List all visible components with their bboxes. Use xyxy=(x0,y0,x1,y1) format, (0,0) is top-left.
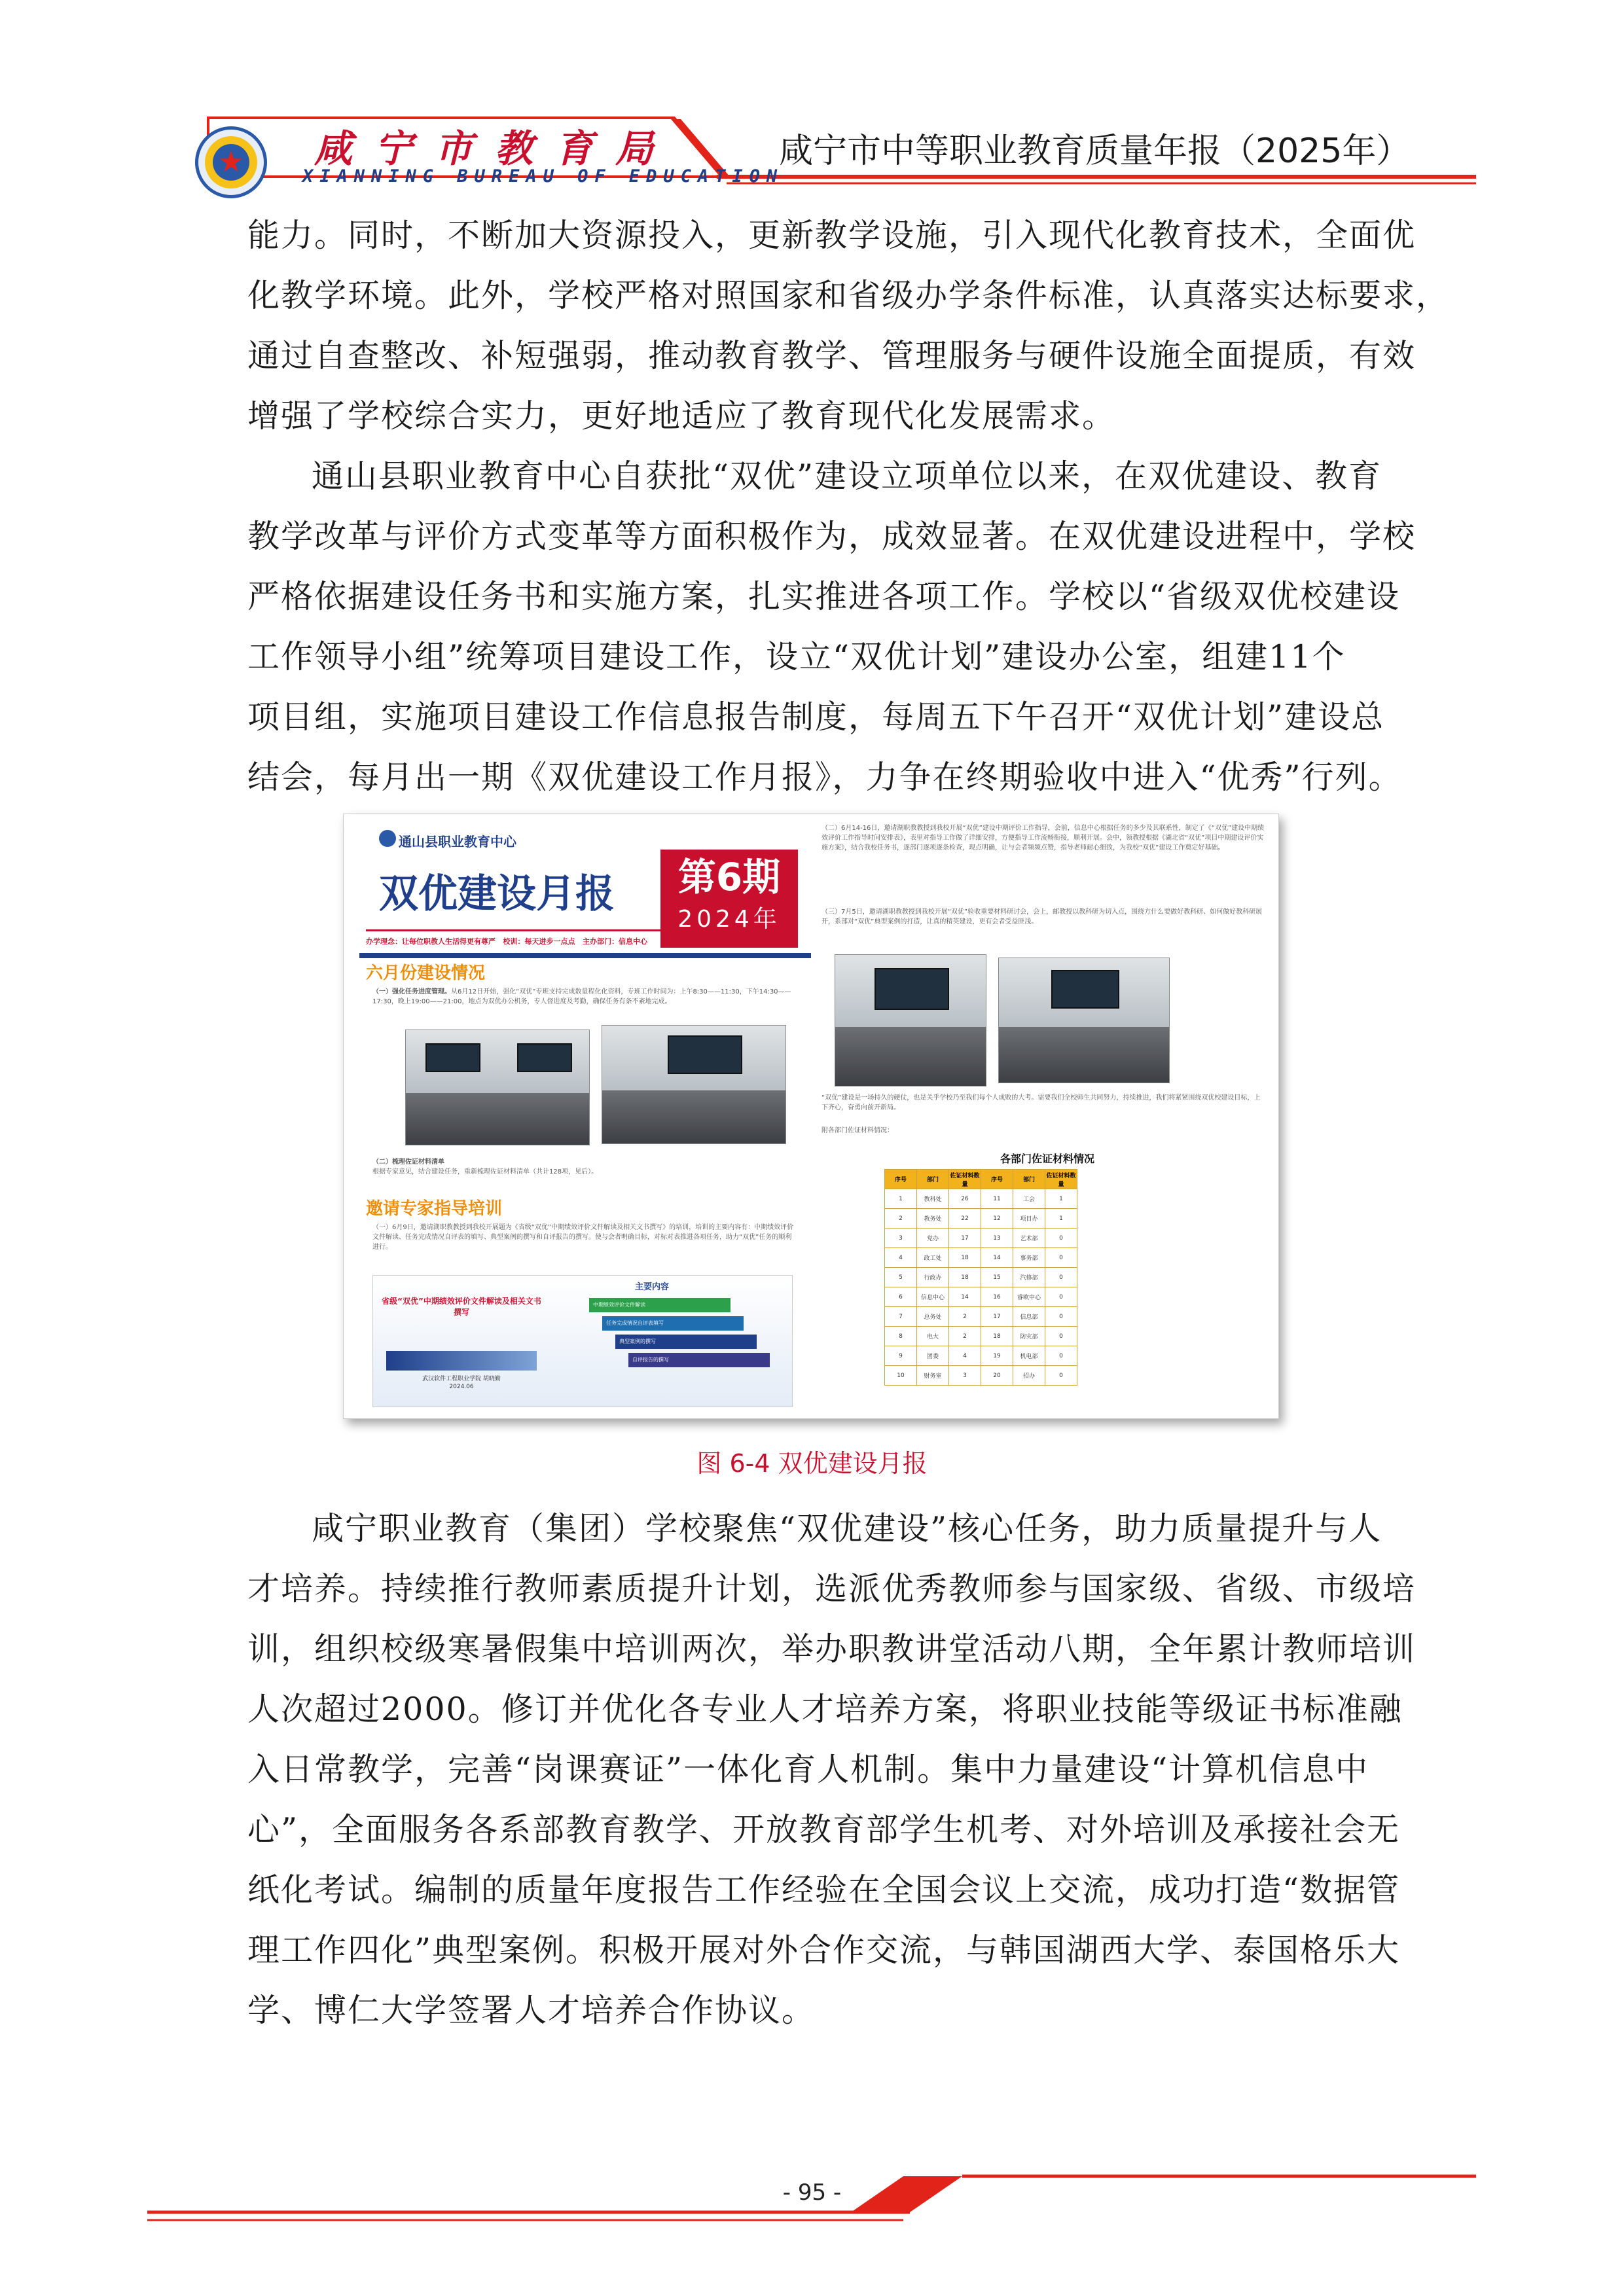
table-cell: 4 xyxy=(885,1248,917,1268)
paragraph-line: 理工作四化”典型案例。积极开展对外合作交流，与韩国湖西大学、泰国格乐大 xyxy=(247,1931,1401,1969)
title-divider xyxy=(366,929,791,931)
training-photo-2 xyxy=(602,1025,786,1144)
item-2-text: 根据专家意见，结合建设任务，重新梳理佐证材料清单（共计128项，见后）。 xyxy=(372,1168,598,1175)
table-cell: 艺术部 xyxy=(1013,1229,1045,1248)
table-cell: 0 xyxy=(1045,1307,1077,1327)
paragraph-line: 学、博仁大学签署人才培养合作协议。 xyxy=(247,1992,816,2029)
table-cell: 8 xyxy=(885,1327,917,1346)
item-2-title: （二）梳理佐证材料清单 xyxy=(372,1158,444,1166)
table-row xyxy=(885,1307,1077,1327)
table-cell: 16 xyxy=(981,1287,1013,1307)
table-cell: 6 xyxy=(885,1287,917,1307)
paragraph-line: 训，组织校级寒暑假集中培训两次，举办职教讲堂活动八期，全年累计教师培训 xyxy=(247,1630,1416,1668)
right-text-4: 附各部门佐证材料情况： xyxy=(821,1127,893,1134)
table-row xyxy=(885,1327,1077,1346)
table-cell: 政工处 xyxy=(917,1248,949,1268)
table-row xyxy=(885,1366,1077,1386)
report-title: 咸宁市中等职业教育质量年报（2025年） xyxy=(779,132,1411,171)
table-title: 各部门佐证材料情况 xyxy=(1000,1153,1094,1165)
table-cell: 17 xyxy=(949,1229,981,1248)
table-cell: 22 xyxy=(949,1209,981,1229)
table-cell: 14 xyxy=(949,1287,981,1307)
paragraph-line: 纸化考试。编制的质量年度报告工作经验在全国会议上交流，成功打造“数据管 xyxy=(247,1871,1401,1909)
table-cell: 1 xyxy=(1045,1189,1077,1209)
table-cell: 3 xyxy=(885,1229,917,1248)
table-cell: 教务处 xyxy=(917,1209,949,1229)
table-cell: 10 xyxy=(885,1366,917,1386)
table-cell: 4 xyxy=(949,1346,981,1366)
page-number: - 95 - xyxy=(782,2179,842,2206)
table-row xyxy=(885,1248,1077,1268)
motto-3: 主办部门：信息中心 xyxy=(583,937,647,946)
paragraph-1 xyxy=(247,206,1450,446)
training-slide xyxy=(372,1275,793,1407)
figure-caption: 图 6-4 双优建设月报 xyxy=(696,1449,928,1478)
section-bar xyxy=(359,953,811,958)
table-cell: 团委 xyxy=(917,1346,949,1366)
table-row xyxy=(885,1346,1077,1366)
right-text-2: （三）7月5日，邀请湖职教教授到我校开展“双优”验收重要材料研讨会，会上，邮教授以教科研为切入点，围绕方什么要做好教科研、如何做好教科研展开，系部对“双优”典型案例的打造，让真的精英建设，更有会者受益匪浅。 xyxy=(821,908,1263,925)
table-cell: 17 xyxy=(981,1307,1013,1327)
table-cell: 事务部 xyxy=(1013,1248,1045,1268)
paragraph-line: 化教学环境。此外，学校严格对照国家和省级办学条件标准，认真落实达标要求， xyxy=(247,277,1450,314)
bureau-name-cn: 咸宁市教育局 xyxy=(314,126,676,171)
slide-date: 2024.06 xyxy=(449,1384,474,1390)
table-cell: 汽修部 xyxy=(1013,1268,1045,1287)
table-cell: 0 xyxy=(1045,1268,1077,1287)
table-header: 序号 xyxy=(885,1170,917,1189)
paragraph-line: 心”，全面服务各系部教育教学、开放教育部学生机考、对外培训及承接社会无 xyxy=(247,1811,1401,1848)
table-cell: 0 xyxy=(1045,1287,1077,1307)
bureau-name-en: XIANNING BUREAU OF EDUCATION xyxy=(302,166,784,187)
table-cell: 0 xyxy=(1045,1327,1077,1346)
paragraph-3 xyxy=(247,1499,1416,2041)
paragraph-line: 人次超过2000。修订并优化各专业人才培养方案，将职业技能等级证书标准融 xyxy=(247,1691,1403,1728)
table-cell: 防灾部 xyxy=(1013,1327,1045,1346)
slide-org: 武汉软件工程职业学院 胡晓勤 xyxy=(422,1376,501,1382)
table-cell: 18 xyxy=(981,1327,1013,1346)
section-june: 六月份建设情况 xyxy=(366,963,486,983)
paragraph-line: 通山县职业教育中心自获批“双优”建设立项单位以来，在双优建设、教育 xyxy=(312,457,1382,495)
paragraph-line: 工作领导小组”统筹项目建设工作，设立“双优计划”建设办公室，组建11个 xyxy=(247,638,1346,675)
newsletter-school: 通山县职业教育中心 xyxy=(399,834,516,850)
table-cell: 20 xyxy=(981,1366,1013,1386)
table-cell: 教科处 xyxy=(917,1189,949,1209)
table-cell: 睿欧中心 xyxy=(1013,1287,1045,1307)
school-logo-icon xyxy=(379,830,396,847)
newsletter-figure xyxy=(343,814,1279,1419)
item-3: （一）6月9日，邀请湖职教教授到我校开展题为《省级“双优”中期绩效评价文件解读及相关文书撰写》的培训，培训的主要内容有：中期绩效评价文件解读、任务完成情况自评表的填写、典型案例的撰写和自评报告的撰写。使与会者明确目标，对标对表推进各项任务，助力“双优”任务的顺利进行。 xyxy=(372,1224,794,1251)
table-cell: 0 xyxy=(1045,1229,1077,1248)
paragraph-line: 才培养。持续推行教师素质提升计划，选派优秀教师参与国家级、省级、市级培 xyxy=(247,1570,1416,1607)
table-cell: 工会 xyxy=(1013,1189,1045,1209)
materials-table xyxy=(884,1169,1077,1386)
item-2 xyxy=(372,1157,798,1177)
training-photo-1 xyxy=(405,1030,590,1145)
right-text-3: “双优”建设是一场持久的硬仗，也是关乎学校乃至我们每个人成败的大考。需要我们全校师生共同努力，持续推进，我们将紧紧围绕双优校建设目标，上下齐心，奋勇向前开新局。 xyxy=(821,1094,1261,1111)
table-cell: 2 xyxy=(949,1307,981,1327)
table-cell: 党办 xyxy=(917,1229,949,1248)
table-cell: 1 xyxy=(1045,1209,1077,1229)
motto-1: 办学理念：让每位职教人生活得更有尊严 xyxy=(366,937,496,946)
table-cell: 行政办 xyxy=(917,1268,949,1287)
table-cell: 项目办 xyxy=(1013,1209,1045,1229)
paragraph-line: 入日常教学，完善“岗课赛证”一体化育人机制。集中力量建设“计算机信息中 xyxy=(247,1751,1369,1788)
table-cell: 2 xyxy=(885,1209,917,1229)
motto-2: 校训：每天进步一点点 xyxy=(503,937,575,946)
table-cell: 3 xyxy=(949,1366,981,1386)
table-cell: 11 xyxy=(981,1189,1013,1209)
paragraph-line: 能力。同时，不断加大资源投入，更新教学设施，引入现代化教育技术，全面优 xyxy=(247,217,1416,254)
table-row xyxy=(885,1229,1077,1248)
table-cell: 0 xyxy=(1045,1366,1077,1386)
slide-menu-item: 典型案例的撰写 xyxy=(615,1335,757,1349)
table-header: 佐证材料数量 xyxy=(949,1170,981,1189)
paragraph-2 xyxy=(247,446,1416,808)
table-row xyxy=(885,1287,1077,1307)
slide-menu-item: 中期绩效评价文件解读 xyxy=(589,1298,731,1312)
table-cell: 26 xyxy=(949,1189,981,1209)
paragraph-line: 结会，每月出一期《双优建设工作月报》，力争在终期验收中进入“优秀”行列。 xyxy=(247,759,1402,796)
item-1 xyxy=(372,987,798,1007)
issue-badge xyxy=(660,850,798,948)
table-cell: 0 xyxy=(1045,1248,1077,1268)
slide-title: 省级“双优”中期绩效评价文件解读及相关文书撰写 xyxy=(382,1297,541,1317)
slide-menu-item: 自评报告的撰写 xyxy=(628,1353,770,1367)
table-header-row xyxy=(885,1170,1077,1189)
bureau-emblem-icon: ★ xyxy=(195,126,267,198)
newsletter-left-column xyxy=(353,823,811,1409)
table-cell: 5 xyxy=(885,1268,917,1287)
newsletter-right-column xyxy=(821,823,1273,1409)
table-cell: 总务处 xyxy=(917,1307,949,1327)
table-cell: 机电部 xyxy=(1013,1346,1045,1366)
table-cell: 13 xyxy=(981,1229,1013,1248)
slide-menu-item: 任务完成情况自评表填写 xyxy=(602,1316,744,1331)
table-cell: 15 xyxy=(981,1268,1013,1287)
table-header: 序号 xyxy=(981,1170,1013,1189)
table-cell: 2 xyxy=(949,1327,981,1346)
item-1-text: 从6月12日开始，强化“双优”专班支持完成数量程化化资料，专班工作时间为：上午8:30——11:30，下午14:30——17:30，晚上19:00——21:00，地点为双优办公机务，专人督进度及考勤，确保任务有条不紊地完成。 xyxy=(372,988,791,1005)
table-row xyxy=(885,1268,1077,1287)
table-header: 部门 xyxy=(917,1170,949,1189)
paragraph-line: 咸宁职业教育（集团）学校聚焦“双优建设”核心任务，助力质量提升与人 xyxy=(312,1510,1382,1547)
table-row xyxy=(885,1189,1077,1209)
paragraph-line: 严格依据建设任务书和实施方案，扎实推进各项工作。学校以“省级双优校建设 xyxy=(247,578,1401,615)
newsletter-motto xyxy=(366,936,811,946)
table-cell: 电大 xyxy=(917,1327,949,1346)
table-cell: 7 xyxy=(885,1307,917,1327)
page-header xyxy=(0,0,1624,196)
table-cell: 14 xyxy=(981,1248,1013,1268)
paragraph-line: 增强了学校综合实力，更好地适应了教育现代化发展需求。 xyxy=(247,397,1116,435)
paragraph-line: 教学改革与评价方式变革等方面积极作为，成效显著。在双优建设进程中，学校 xyxy=(247,518,1416,555)
table-cell: 0 xyxy=(1045,1346,1077,1366)
newsletter-title: 双优建设月报 xyxy=(379,871,615,917)
table-header: 佐证材料数量 xyxy=(1045,1170,1077,1189)
issue-number: 第6期 xyxy=(677,855,781,899)
slide-menu-title: 主要内容 xyxy=(635,1282,670,1292)
table-cell: 1 xyxy=(885,1189,917,1209)
paragraph-line: 通过自查整改、补短强弱，推动教育教学、管理服务与硬件设施全面提质，有效 xyxy=(247,337,1416,374)
table-cell: 18 xyxy=(949,1268,981,1287)
table-cell: 财务室 xyxy=(917,1366,949,1386)
table-cell: 信息部 xyxy=(1013,1307,1045,1327)
table-cell: 12 xyxy=(981,1209,1013,1229)
paragraph-line: 项目组，实施项目建设工作信息报告制度，每周五下午召开“双优计划”建设总 xyxy=(247,698,1385,736)
table-cell: 招办 xyxy=(1013,1366,1045,1386)
right-text-1: （二）6月14-16日，邀请湖职教教授到我校开展“双优”建设中期评价工作指导，会前，信息中心根据任务的多少及其联系性，制定了《“双优”建设中期绩效评价工作指导时间安排表》，表里对指导工作做了详细安排，方便指导工作流畅衔接，顺利开展。会中，领教授根据《湖北省“双优”项目中期建设评价实施方案》，结合我校任务书，逐部门逐项逐条检查，现点明确，让与会者频频点赞，指导老师耐心细致，为我校“双优”建设工作奠定好基础。 xyxy=(821,825,1265,852)
section-expert: 邀请专家指导培训 xyxy=(366,1199,503,1219)
item-1-title: （一）强化任务进度管理。 xyxy=(372,988,451,996)
table-cell: 信息中心 xyxy=(917,1287,949,1307)
issue-year: 2024年 xyxy=(677,906,781,933)
materials-table-body xyxy=(885,1189,1077,1386)
slide-banner xyxy=(386,1351,537,1371)
table-cell: 9 xyxy=(885,1346,917,1366)
meeting-photo-2 xyxy=(998,958,1170,1083)
table-row xyxy=(885,1209,1077,1229)
table-cell: 19 xyxy=(981,1346,1013,1366)
meeting-photo-1 xyxy=(835,954,986,1086)
table-header: 部门 xyxy=(1013,1170,1045,1189)
table-cell: 18 xyxy=(949,1248,981,1268)
